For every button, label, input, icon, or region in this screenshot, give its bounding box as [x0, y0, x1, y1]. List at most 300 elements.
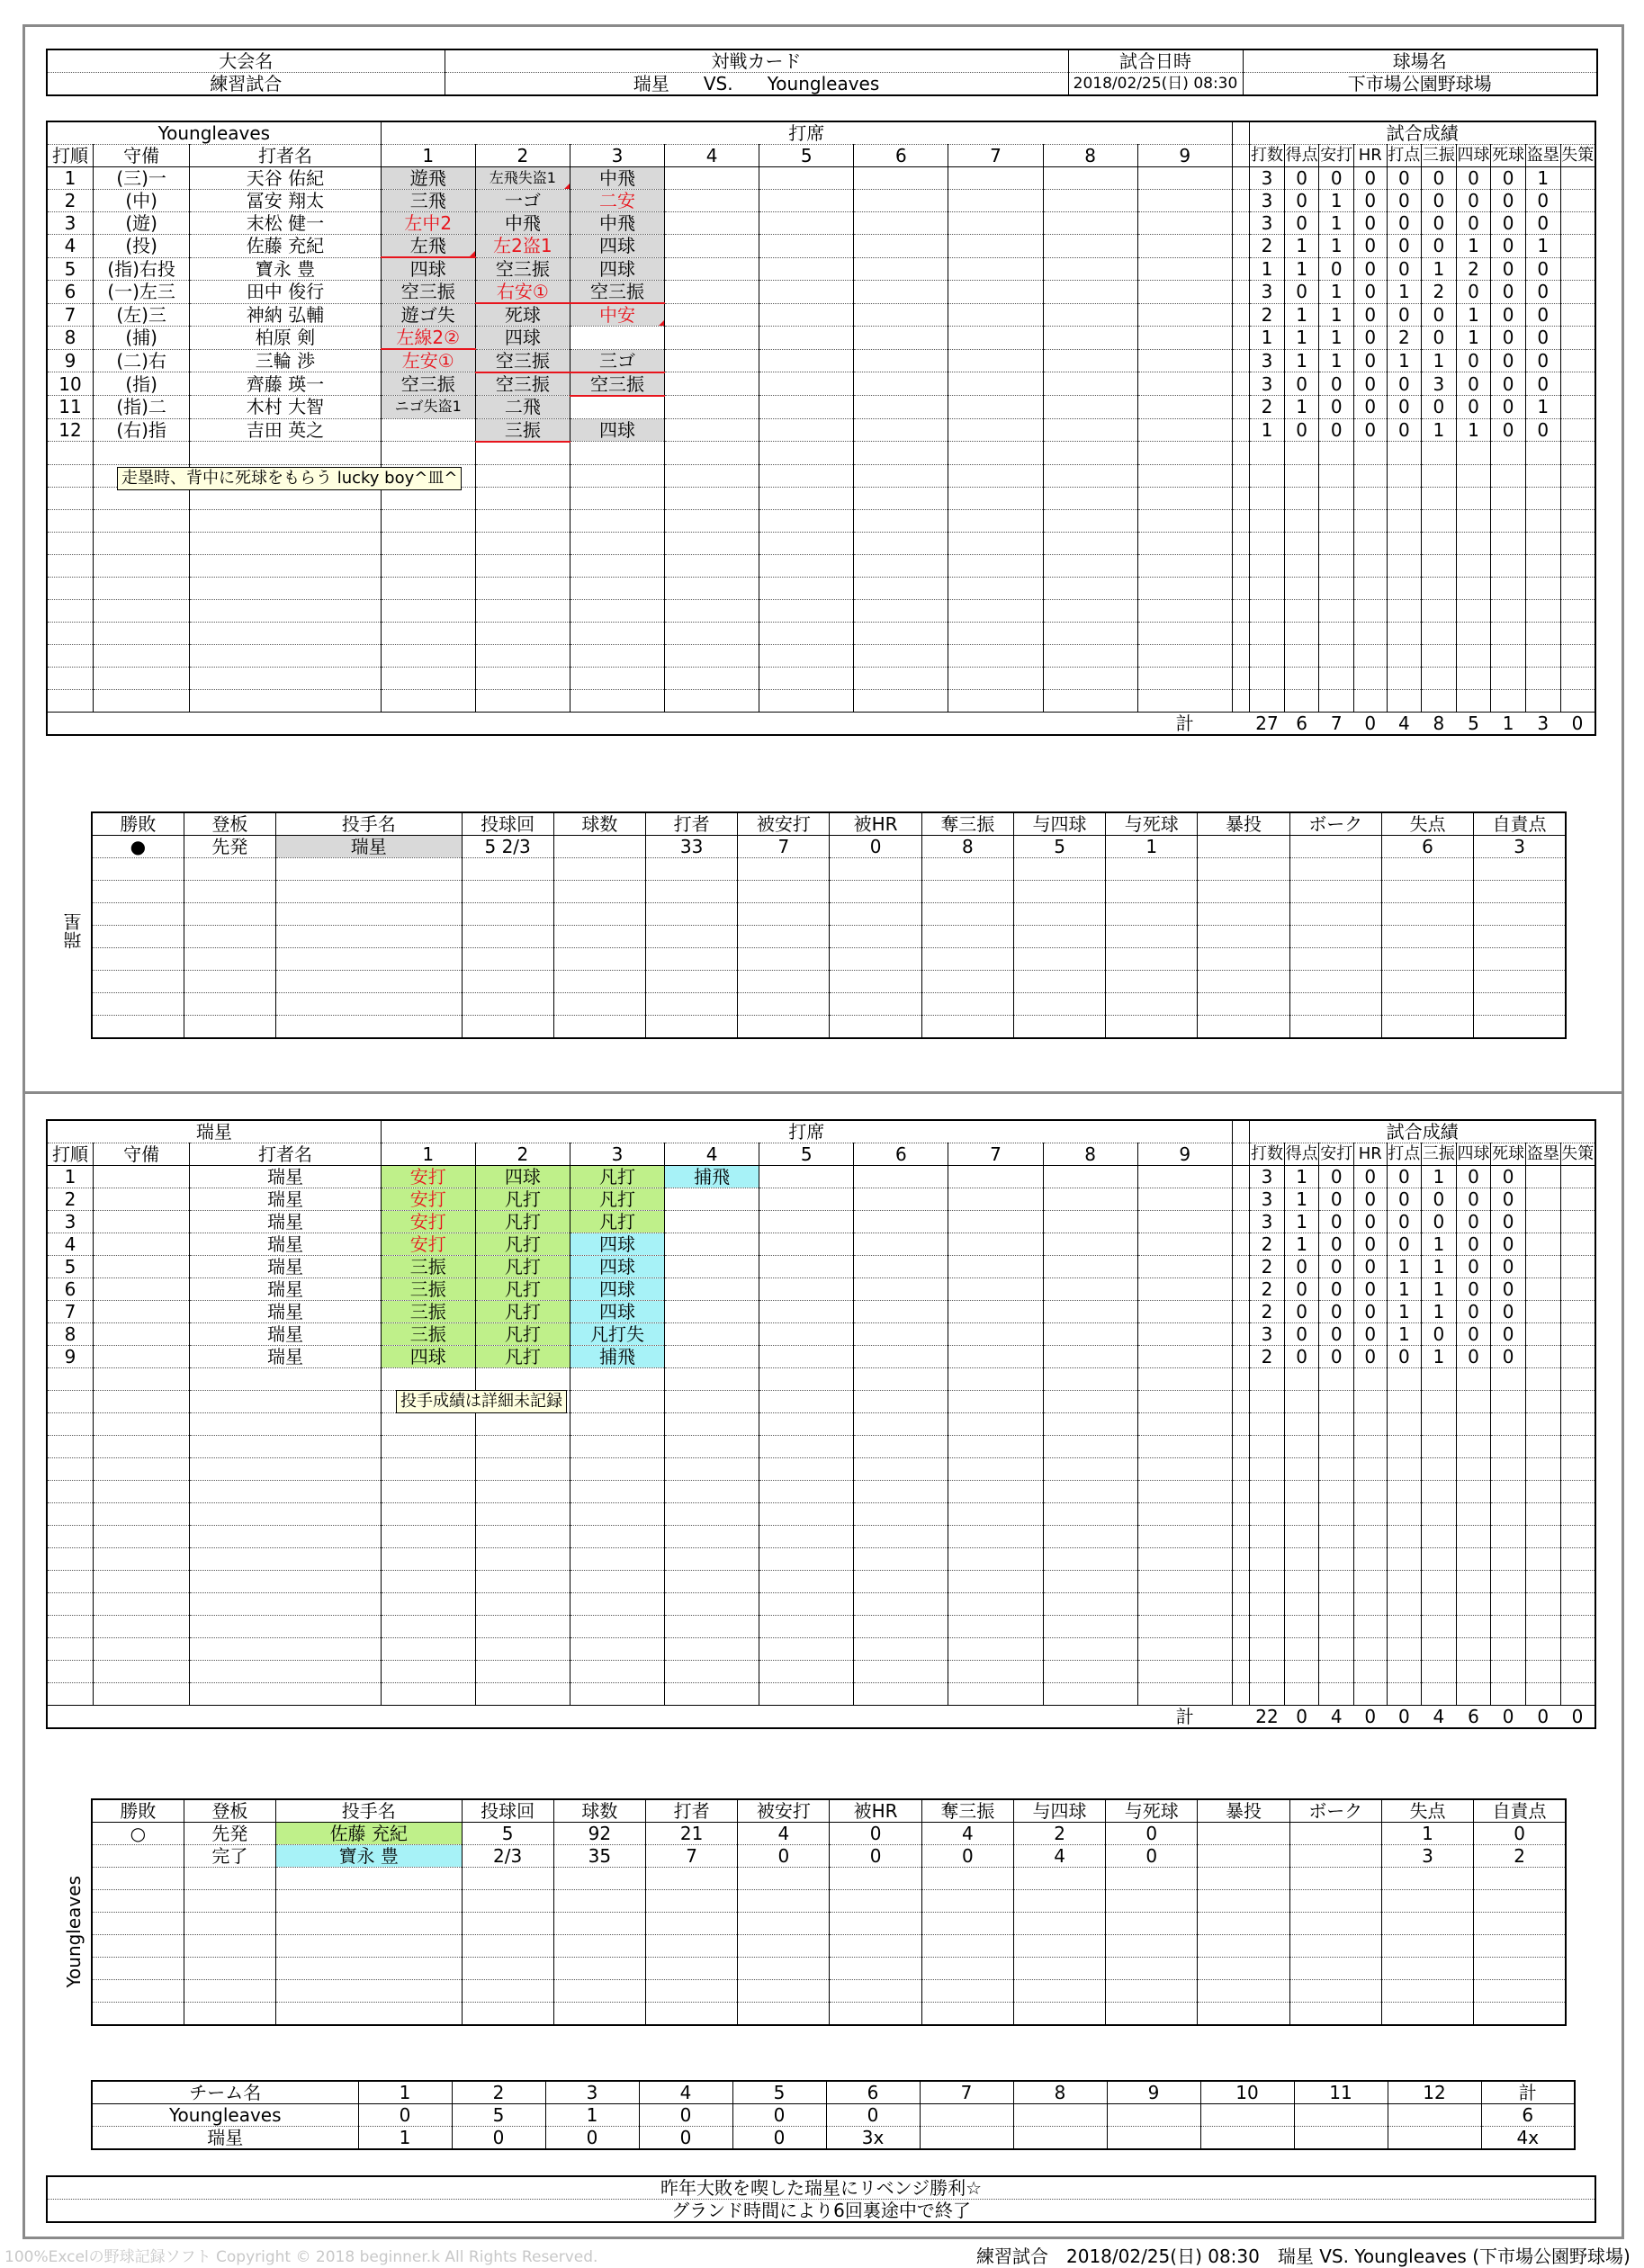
empty-cell — [948, 442, 1043, 465]
empty-cell — [275, 903, 462, 926]
at-bats-header: 打席 — [381, 1120, 1232, 1143]
empty-cell — [1456, 1481, 1491, 1503]
stat-value — [1560, 1301, 1595, 1323]
empty-cell — [1422, 554, 1457, 577]
at-bat-result — [759, 372, 854, 396]
empty-cell — [1250, 1481, 1285, 1503]
empty-cell — [1232, 1436, 1249, 1458]
empty-cell — [1043, 1436, 1137, 1458]
stat-value: 0 — [1354, 1301, 1387, 1323]
stat-value — [1560, 1346, 1595, 1368]
empty-cell — [1354, 599, 1387, 622]
empty-cell — [1137, 1503, 1232, 1526]
empty-cell — [462, 993, 553, 1016]
stat-value: 0 — [1319, 372, 1354, 396]
inning-header-4: 4 — [665, 1143, 759, 1166]
empty-cell — [1387, 532, 1422, 554]
stat-header: 死球 — [1491, 145, 1526, 167]
empty-cell — [1043, 1661, 1137, 1683]
at-bat-result — [1043, 1188, 1137, 1211]
empty-cell — [475, 1593, 570, 1616]
line-score-cell — [1388, 2127, 1481, 2150]
stat-header: 盗塁 — [1525, 1143, 1560, 1166]
empty-cell — [93, 1593, 189, 1616]
batter-name: 三輪 渉 — [190, 349, 381, 372]
stat-header: 安打 — [1319, 1143, 1354, 1166]
batting-order: 4 — [47, 235, 93, 258]
empty-cell — [1319, 1593, 1354, 1616]
stat-value: 0 — [1491, 1278, 1526, 1301]
empty-cell — [1137, 599, 1232, 622]
at-bat-result: 死球 — [475, 303, 570, 327]
at-bat-result — [948, 190, 1043, 212]
at-bat-result — [665, 1301, 759, 1323]
empty-cell — [1043, 1616, 1137, 1638]
pitch-cell: ● — [92, 836, 184, 858]
empty-cell — [830, 1890, 921, 1913]
empty-cell — [1525, 1638, 1560, 1661]
empty-cell — [1284, 1548, 1319, 1571]
empty-cell — [275, 858, 462, 881]
pitch-cell: 0 — [738, 1845, 830, 1868]
empty-cell — [1387, 1481, 1422, 1503]
empty-cell — [1456, 1571, 1491, 1593]
empty-cell — [190, 1481, 381, 1503]
at-bat-result — [854, 1346, 948, 1368]
empty-cell — [47, 1616, 93, 1638]
at-bat-result — [1137, 1256, 1232, 1278]
empty-cell — [570, 487, 664, 509]
pitch-cell: 7 — [738, 836, 830, 858]
at-bat-result — [1043, 190, 1137, 212]
empty-cell — [738, 971, 830, 993]
position: (左)三 — [93, 303, 189, 327]
empty-cell — [1387, 487, 1422, 509]
empty-cell — [475, 1683, 570, 1706]
empty-cell — [1289, 1958, 1381, 1980]
at-bat-result: 四球 — [475, 327, 570, 350]
empty-cell — [1250, 1616, 1285, 1638]
at-bat-result: 三飛 — [381, 190, 475, 212]
empty-cell — [1289, 1016, 1381, 1039]
empty-cell — [1289, 1868, 1381, 1890]
empty-cell — [1560, 1661, 1595, 1683]
pitch-header: 登板 — [184, 1799, 275, 1823]
empty-cell — [570, 1571, 664, 1593]
position: (三)一 — [93, 167, 189, 190]
empty-cell — [738, 1890, 830, 1913]
empty-cell — [1560, 1458, 1595, 1481]
empty-cell — [948, 1503, 1043, 1526]
empty-cell — [475, 1661, 570, 1683]
stat-value: 1 — [1422, 1256, 1457, 1278]
empty-cell — [1422, 644, 1457, 667]
empty-cell — [462, 926, 553, 948]
total-value: 4 — [1422, 1706, 1457, 1729]
empty-cell — [759, 442, 854, 465]
empty-cell — [1284, 464, 1319, 487]
empty-cell — [738, 993, 830, 1016]
empty-cell — [1422, 1503, 1457, 1526]
stat-value: 0 — [1319, 167, 1354, 190]
at-bat-result — [759, 418, 854, 442]
pitch-header: 打者 — [646, 812, 738, 836]
at-bat-result: 一ゴ — [475, 190, 570, 212]
line-score-cell — [1294, 2104, 1388, 2127]
empty-cell — [759, 532, 854, 554]
pitch-cell: 5 — [1013, 836, 1105, 858]
at-bat-result: 三振 — [475, 418, 570, 442]
empty-cell — [1422, 442, 1457, 465]
line-score-cell: 0 — [452, 2127, 545, 2150]
stat-value: 1 — [1319, 281, 1354, 304]
stat-value: 0 — [1387, 1188, 1422, 1211]
empty-cell — [1456, 622, 1491, 644]
empty-cell — [1319, 1638, 1354, 1661]
stat-value — [1560, 1233, 1595, 1256]
empty-cell — [184, 971, 275, 993]
at-bat-result — [854, 167, 948, 190]
empty-cell — [92, 858, 184, 881]
stat-value: 0 — [1319, 1346, 1354, 1368]
empty-cell — [1232, 1683, 1249, 1706]
empty-cell — [1289, 2003, 1381, 2026]
empty-cell — [381, 554, 475, 577]
empty-cell — [1198, 2003, 1289, 2026]
stat-value: 0 — [1354, 1323, 1387, 1346]
line-score-cell: 0 — [545, 2127, 639, 2150]
line-score-cell — [1200, 2104, 1294, 2127]
empty-cell — [1560, 1683, 1595, 1706]
empty-cell — [1525, 1683, 1560, 1706]
empty-cell — [475, 1571, 570, 1593]
line-score-cell — [1013, 2127, 1107, 2150]
at-bat-result — [1137, 212, 1232, 235]
empty-cell — [738, 1913, 830, 1935]
at-bat-result — [1137, 1278, 1232, 1301]
empty-cell — [854, 1683, 948, 1706]
stat-value: 0 — [1422, 212, 1457, 235]
empty-cell — [1319, 464, 1354, 487]
at-bat-result: 三振 — [381, 1278, 475, 1301]
empty-cell — [1381, 1016, 1473, 1039]
empty-cell — [190, 599, 381, 622]
empty-cell — [1491, 464, 1526, 487]
stat-value: 1 — [1284, 257, 1319, 281]
empty-cell — [1422, 1368, 1457, 1391]
empty-cell — [1198, 971, 1289, 993]
empty-cell — [190, 689, 381, 712]
empty-cell — [462, 1935, 553, 1958]
empty-cell — [1137, 1481, 1232, 1503]
empty-cell — [1137, 1571, 1232, 1593]
empty-cell — [1387, 1458, 1422, 1481]
stat-value: 2 — [1250, 1278, 1285, 1301]
table-row — [92, 836, 1566, 858]
stat-value — [1560, 1211, 1595, 1233]
empty-cell — [1284, 622, 1319, 644]
empty-cell — [1381, 1913, 1473, 1935]
empty-cell — [921, 1935, 1013, 1958]
stat-value: 1 — [1422, 1346, 1457, 1368]
empty-cell — [1106, 881, 1198, 903]
empty-cell — [1354, 644, 1387, 667]
empty-cell — [1319, 442, 1354, 465]
stat-value: 3 — [1250, 1323, 1285, 1346]
empty-cell — [275, 948, 462, 971]
stat-value: 0 — [1284, 372, 1319, 396]
batter-name: 瑞星 — [190, 1346, 381, 1368]
empty-cell — [1137, 532, 1232, 554]
stat-value: 0 — [1284, 167, 1319, 190]
empty-cell — [1289, 993, 1381, 1016]
empty-cell — [1232, 689, 1249, 712]
empty-cell — [1422, 1571, 1457, 1593]
stat-value: 0 — [1456, 1188, 1491, 1211]
at-bats-header: 打席 — [381, 121, 1232, 145]
empty-cell — [759, 1571, 854, 1593]
spacer — [1232, 281, 1249, 304]
at-bat-result: 左飛 — [381, 235, 475, 258]
pitch-header: ボーク — [1289, 812, 1381, 836]
stat-value: 1 — [1284, 1188, 1319, 1211]
empty-cell — [1381, 971, 1473, 993]
empty-cell — [93, 532, 189, 554]
stat-value: 0 — [1491, 1256, 1526, 1278]
empty-cell — [1560, 1503, 1595, 1526]
empty-cell — [475, 622, 570, 644]
comment-line-1: 昨年大敗を喫した瑞星にリベンジ勝利☆ — [47, 2176, 1595, 2200]
empty-cell — [275, 1935, 462, 1958]
at-bat-result — [1137, 303, 1232, 327]
table-row — [47, 303, 1595, 327]
stat-value: 1 — [1284, 235, 1319, 258]
empty-cell — [570, 622, 664, 644]
empty-cell — [47, 509, 93, 532]
batter-name: 佐藤 充紀 — [190, 235, 381, 258]
pitch-cell: 1 — [1381, 1823, 1473, 1845]
empty-cell — [47, 464, 93, 487]
empty-cell — [1422, 599, 1457, 622]
pitching-side-label-1: 瑞星 — [63, 913, 85, 949]
stat-value: 1 — [1319, 303, 1354, 327]
empty-cell — [1381, 1935, 1473, 1958]
line-team-name: 瑞星 — [92, 2127, 358, 2150]
stat-header: 盗塁 — [1525, 145, 1560, 167]
stat-value — [1560, 303, 1595, 327]
line-score-cell: 4x — [1481, 2127, 1575, 2150]
empty-cell — [1284, 1503, 1319, 1526]
at-bat-result — [948, 1188, 1043, 1211]
stat-header: 三振 — [1422, 145, 1457, 167]
empty-cell — [759, 1481, 854, 1503]
stat-value: 1 — [1387, 1256, 1422, 1278]
stat-value: 3 — [1250, 167, 1285, 190]
at-bat-result — [1043, 303, 1137, 327]
batting-order: 3 — [47, 1211, 93, 1233]
empty-cell — [1250, 1548, 1285, 1571]
empty-cell — [475, 1616, 570, 1638]
empty-cell — [1198, 1868, 1289, 1890]
stat-value — [1560, 167, 1595, 190]
stat-value: 0 — [1525, 349, 1560, 372]
empty-cell — [1284, 577, 1319, 599]
stat-value: 0 — [1354, 1233, 1387, 1256]
empty-cell — [830, 903, 921, 926]
line-score-cell — [920, 2127, 1013, 2150]
empty-cell — [921, 1980, 1013, 2003]
empty-cell — [759, 644, 854, 667]
line-score-cell — [1107, 2127, 1200, 2150]
spacer — [1232, 1188, 1249, 1211]
stat-value — [1560, 281, 1595, 304]
empty-cell — [1354, 1526, 1387, 1548]
spacer — [1232, 212, 1249, 235]
empty-cell — [830, 1016, 921, 1039]
empty-cell — [570, 1593, 664, 1616]
empty-cell — [92, 2003, 184, 2026]
empty-cell — [92, 926, 184, 948]
empty-cell — [1560, 667, 1595, 689]
inning-header-2: 2 — [475, 1143, 570, 1166]
spacer — [1232, 396, 1249, 419]
line-score-cell — [1013, 2104, 1107, 2127]
stat-value: 0 — [1319, 1233, 1354, 1256]
empty-cell — [93, 1458, 189, 1481]
empty-cell — [570, 1548, 664, 1571]
empty-cell — [184, 1935, 275, 1958]
at-bat-result — [759, 1301, 854, 1323]
empty-cell — [665, 1548, 759, 1571]
empty-cell — [1456, 464, 1491, 487]
empty-cell — [1319, 1661, 1354, 1683]
position: (指)右投 — [93, 257, 189, 281]
pitch-header: 投手名 — [275, 812, 462, 836]
empty-cell — [921, 1016, 1013, 1039]
pitch-cell: 寶永 豊 — [275, 1845, 462, 1868]
at-bat-result: 中安 — [570, 303, 664, 327]
stat-value: 1 — [1319, 212, 1354, 235]
stat-value: 0 — [1354, 418, 1387, 442]
at-bat-result — [665, 1233, 759, 1256]
empty-cell — [190, 532, 381, 554]
empty-cell — [1043, 554, 1137, 577]
empty-cell — [1137, 1616, 1232, 1638]
empty-cell — [1381, 881, 1473, 903]
spacer — [1232, 712, 1249, 735]
empty-cell — [1525, 667, 1560, 689]
position: (遊) — [93, 212, 189, 235]
empty-cell — [381, 644, 475, 667]
at-bat-result — [1137, 349, 1232, 372]
total-value: 0 — [1284, 1706, 1319, 1729]
empty-cell — [854, 1548, 948, 1571]
at-bat-result — [1137, 167, 1232, 190]
stat-value: 0 — [1491, 349, 1526, 372]
empty-cell — [759, 1458, 854, 1481]
stat-value: 0 — [1354, 1256, 1387, 1278]
empty-cell — [1319, 532, 1354, 554]
empty-cell — [1043, 1526, 1137, 1548]
line-score-cell — [1200, 2127, 1294, 2150]
empty-cell — [1456, 689, 1491, 712]
empty-cell — [553, 2003, 645, 2026]
empty-cell — [553, 1935, 645, 1958]
empty-cell — [738, 1958, 830, 1980]
stat-value: 0 — [1456, 281, 1491, 304]
pitch-header: 暴投 — [1198, 812, 1289, 836]
empty-cell — [1137, 1413, 1232, 1436]
empty-cell — [475, 1458, 570, 1481]
at-bat-result — [854, 1233, 948, 1256]
stat-value: 0 — [1491, 1301, 1526, 1323]
empty-cell — [1250, 1571, 1285, 1593]
at-bat-result: 中飛 — [570, 212, 664, 235]
inning-header-5: 5 — [759, 145, 854, 167]
pitch-cell: ○ — [92, 1823, 184, 1845]
empty-cell — [1422, 1458, 1457, 1481]
at-bat-result — [1137, 190, 1232, 212]
empty-cell — [759, 1526, 854, 1548]
at-bat-result — [1043, 1233, 1137, 1256]
empty-cell — [93, 1481, 189, 1503]
stat-value: 0 — [1525, 303, 1560, 327]
stat-value — [1525, 1256, 1560, 1278]
empty-cell — [1387, 1638, 1422, 1661]
stat-value: 1 — [1319, 190, 1354, 212]
empty-cell — [190, 1368, 381, 1391]
empty-cell — [1491, 1683, 1526, 1706]
total-value: 4 — [1387, 712, 1422, 735]
empty-cell — [1354, 442, 1387, 465]
inning-header-6: 6 — [854, 1143, 948, 1166]
inning-header-1: 1 — [381, 145, 475, 167]
pitching-side-label-2: Youngleaves — [63, 1876, 85, 1988]
empty-cell — [1250, 442, 1285, 465]
empty-cell — [921, 1890, 1013, 1913]
empty-cell — [759, 487, 854, 509]
empty-cell — [47, 689, 93, 712]
empty-cell — [646, 993, 738, 1016]
inning-header-4: 4 — [665, 145, 759, 167]
stat-value — [1560, 418, 1595, 442]
empty-cell — [1284, 1526, 1319, 1548]
stat-value: 3 — [1250, 1211, 1285, 1233]
pitch-header: 与死球 — [1106, 1799, 1198, 1823]
empty-cell — [854, 1458, 948, 1481]
empty-cell — [1232, 1571, 1249, 1593]
stat-value: 0 — [1354, 396, 1387, 419]
stat-value: 1 — [1422, 257, 1457, 281]
spacer — [1232, 1143, 1249, 1166]
empty-cell — [1381, 858, 1473, 881]
stat-value: 0 — [1284, 418, 1319, 442]
at-bat-result — [570, 327, 664, 350]
inning-header-7: 7 — [948, 145, 1043, 167]
empty-cell — [1013, 903, 1105, 926]
at-bat-result — [854, 281, 948, 304]
at-bat-result — [665, 1211, 759, 1233]
at-bat-result — [665, 396, 759, 419]
at-bat-result: 捕飛 — [570, 1346, 664, 1368]
empty-cell — [1013, 1980, 1105, 2003]
at-bat-result — [665, 1346, 759, 1368]
at-bat-result — [948, 281, 1043, 304]
empty-cell — [1232, 1481, 1249, 1503]
inning-header-2: 2 — [475, 145, 570, 167]
empty-cell — [1387, 1593, 1422, 1616]
empty-cell — [1013, 971, 1105, 993]
